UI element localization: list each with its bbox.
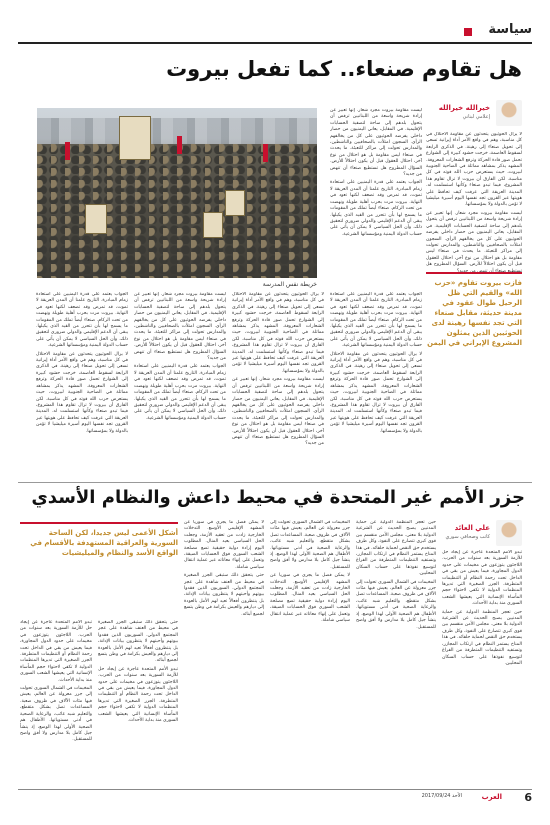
article1-column-4 [232,292,324,478]
photo-poster [85,204,107,234]
page-footer [18,789,532,804]
article1-pullquote: فازت بيروت تقاوم «حزب الله» والقيم التي ظل الرحيل طوال عقود في مدينة حديثة، مقابل صنعاء التي تجد نفسها رهينة لدى الحوثيين الذين يمثلون المشروع الإيراني في اليمن [427,279,522,347]
article1-column-2 [330,108,422,288]
article1-column-5-text: ليست مقاومة بيروت مجرد شعار. إنها تعبير عن إرادة شريحة واسعة من اللبنانيين ترفض أن يتحول بلدهم إلى ساحة لتصفية الحسابات الإقليمية. في المقابل، يعاني اليمنيون من حصار داخلي يفرضه الحوثيون على كل من يخالفهم الرأي. السجون امتلأت بالصحافيين والناشطين، والمدارس تحولت إلى مراكز للتعبئة. ما يحدث في صنعاء ليس مقاومة بل هو احتلال من نوع آخر، احتلال للعقول قبل أن يكون احتلالاً للأرض. السؤال المطروح هل تستطيع صنعاء أن تنهض من جديد؟ [134,292,226,362]
article1-pullquote-rule [426,272,522,274]
article1-column-4-text: لا يزال الحوثيون يتحدثون عن مقاومة الاحتلال في كل مناسبة، وهم في واقع الأمر أداة إيرانية تسعى إلى تحويل صنعاء إلى رهينة. في الذكرى الرابعة لسقوط العاصمة، خرجت حشود كبيرة إلى الشوارع تحمل صور قادة الحركة وترفع الشعارات المعروفة. المشهد يذكر بمشاهد مماثلة في الضاحية الجنوبية لبيروت، حيث يستعرض حزب الله قوته في كل مناسبة. لكن الفارق أن بيروت لا تزال تقاوم هذا المشروع، فيما تبدو صنعاء وكأنها استسلمت له. المدينة العريقة التي عرفت كيف تحافظ على هويتها عبر القرون تجد نفسها اليوم أسيرة ميليشيا لا تؤمن بالدولة ولا بمؤسساتها. [232,292,324,374]
article1-column-5-text-b: الجواب يعتمد على قدرة اليمنيين على استعادة زمام المبادرة. التاريخ علمنا أن المدن العريقة لا تموت، قد تمرض وقد تضعف لكنها تعود في النهاية. بيروت مرت بحرب أهلية طويلة ونهضت من تحت الركام. صنعاء أيضاً تملك من المقومات ما يسمح لها بأن تتحرر من القيد الذي يكبلها. يبقى أن الدعم الإقليمي والدولي ضروري لتحقيق ذلك، وأن الحل السياسي لا يمكن أن يأتي على حساب الدولة اليمنية ومؤسساتها الشرعية. [134,364,226,421]
article2-column-5-text-b: تبدو الأمم المتحدة عاجزة عن إيجاد حل للأزمة السورية بعد سنوات من الحرب. اللاجئون يتوزعون في مخيمات على حدود الدول المجاورة، فيما يعيش من بقي في الداخل تحت رحمة النظام أو التنظيمات المتطرفة. الجزر الصغيرة التي تديرها المنظمات الدولية لا تكفي لاحتواء حجم المأساة الإنسانية التي يعيشها الشعب السوري منذ بداية الأحداث. [98,666,178,724]
photo-caption: خريطة نفس المدرسة [262,281,317,288]
article1-column-2-text-b: الجواب يعتمد على قدرة اليمنيين على استعادة زمام المبادرة. التاريخ علمنا أن المدن العريقة لا تموت، قد تمرض وقد تضعف لكنها تعود في النهاية. بيروت مرت بحرب أهلية طويلة ونهضت من تحت الركام. صنعاء أيضاً تملك من المقومات ما يسمح لها بأن تتحرر من القيد الذي يكبلها. يبقى أن الدعم الإقليمي والدولي ضروري لتحقيق ذلك، وأن الحل السياسي لا يمكن أن يأتي على حساب الدولة اليمنية ومؤسساتها الشرعية. [330,180,422,237]
section-header [18,24,532,44]
article2-column-5 [98,620,178,784]
article2-author-name: علي العائد [454,524,490,532]
article2-author-role: كاتب وصحافي سوري [445,534,490,540]
photo-poster [225,190,245,216]
article1-column-4-text-b: ليست مقاومة بيروت مجرد شعار. إنها تعبير عن إرادة شريحة واسعة من اللبنانيين ترفض أن يتحول بلدهم إلى ساحة لتصفية الحسابات الإقليمية. في المقابل، يعاني اليمنيون من حصار داخلي يفرضه الحوثيون على كل من يخالفهم الرأي. السجون امتلأت بالصحافيين والناشطين، والمدارس تحولت إلى مراكز للتعبئة. ما يحدث في صنعاء ليس مقاومة بل هو احتلال من نوع آخر، احتلال للعقول قبل أن يكون احتلالاً للأرض. السؤال المطروح هل تستطيع صنعاء أن تنهض من جديد؟ [232,377,324,447]
article2-column-2-text: حين تعجز المنظمة الدولية عن حماية المدنيين يصبح الحديث عن الشرعية الدولية بلا معنى. مجلس الأمن منقسم بين قوى كبرى تتصارع على النفوذ، وكل طرف يستخدم حق النقض لحماية حلفائه. في هذا المناخ يستمر النظام في ارتكاب المجازر، وتستفيد التنظيمات المتطرفة من الفراغ لتوسيع نفوذها على حساب السكان المحليين. [356,520,436,577]
newspaper-name: العرب [481,793,502,801]
article1-headline: هل تقاوم صنعاء.. كما تفعل بيروت [166,57,522,81]
article1-column-6-text: الجواب يعتمد على قدرة اليمنيين على استعادة زمام المبادرة. التاريخ علمنا أن المدن العريقة لا تموت، قد تمرض وقد تضعف لكنها تعود في النهاية. بيروت مرت بحرب أهلية طويلة ونهضت من تحت الركام. صنعاء أيضاً تملك من المقومات ما يسمح لها بأن تتحرر من القيد الذي يكبلها. يبقى أن الدعم الإقليمي والدولي ضروري لتحقيق ذلك، وأن الحل السياسي لا يمكن أن يأتي على حساب الدولة اليمنية ومؤسساتها الشرعية. [36,292,128,349]
article2-column-6-text-b: المخيمات في الشمال السوري تحولت إلى جزر معزولة عن العالم، يعيش فيها مئات الآلاف في ظروف صعبة. المساعدات تصل بشكل متقطع، والتعليم شبه غائب، والرعاية الصحية في أدنى مستوياتها. الأطفال هم الضحية الأولى لهذا الوضع، إذ ينشأ جيل كامل بلا مدارس ولا أفق واضح للمستقبل. [20,686,92,743]
article2-column-1-text: تبدو الأمم المتحدة عاجزة عن إيجاد حل للأزمة السورية بعد سنوات من الحرب. اللاجئون يتوزعون في مخيمات على حدود الدول المجاورة، فيما يعيش من بقي في الداخل تحت رحمة النظام أو التنظيمات المتطرفة. الجزر الصغيرة التي تديرها المنظمات الدولية لا تكفي لاحتواء حجم المأساة الإنسانية التي يعيشها الشعب السوري منذ بداية الأحداث. [442,550,522,607]
photo-flag [177,136,182,154]
article1-column-1 [426,132,522,394]
article2-headline: جزر الأمم غير المتحدة في محيط داعش والنظام الأسدي [31,487,525,508]
article1-column-6 [36,292,128,478]
article2-column-2 [356,520,436,784]
article1-column-5 [134,292,226,478]
article1-column-2-text: ليست مقاومة بيروت مجرد شعار. إنها تعبير عن إرادة شريحة واسعة من اللبنانيين ترفض أن يتحول بلدهم إلى ساحة لتصفية الحسابات الإقليمية. في المقابل، يعاني اليمنيون من حصار داخلي يفرضه الحوثيون على كل من يخالفهم الرأي. السجون امتلأت بالصحافيين والناشطين، والمدارس تحولت إلى مراكز للتعبئة. ما يحدث في صنعاء ليس مقاومة بل هو احتلال من نوع آخر، احتلال للعقول قبل أن يكون احتلالاً للأرض. السؤال المطروح هل تستطيع صنعاء أن تنهض من جديد؟ [330,108,422,178]
article2-column-3-text-b: لا يمكن فصل ما يجري في سوريا عن المشهد الإقليمي الأوسع. التدخلات الخارجية زادت من تعقيد الأزمة، وجعلت الحل السياسي بعيد المنال. المطلوب اليوم إرادة دولية حقيقية تضع مصلحة الشعب السوري فوق الحسابات الضيقة، وتعمل على إنهاء معاناته عبر عملية انتقال سياسي شاملة. [270,573,350,624]
article2-column-6-text: تبدو الأمم المتحدة عاجزة عن إيجاد حل للأزمة السورية بعد سنوات من الحرب. اللاجئون يتوزعون في مخيمات على حدود الدول المجاورة، فيما يعيش من بقي في الداخل تحت رحمة النظام أو التنظيمات المتطرفة. الجزر الصغيرة التي تديرها المنظمات الدولية لا تكفي لاحتواء حجم المأساة الإنسانية التي يعيشها الشعب السوري منذ بداية الأحداث. [20,620,92,683]
article1-author-photo [496,100,522,126]
article-divider [18,482,532,483]
article1-column-6-text-b: لا يزال الحوثيون يتحدثون عن مقاومة الاحتلال في كل مناسبة، وهم في واقع الأمر أداة إيرانية تسعى إلى تحويل صنعاء إلى رهينة. في الذكرى الرابعة لسقوط العاصمة، خرجت حشود كبيرة إلى الشوارع تحمل صور قادة الحركة وترفع الشعارات المعروفة. المشهد يذكر بمشاهد مماثلة في الضاحية الجنوبية لبيروت، حيث يستعرض حزب الله قوته في كل مناسبة. لكن الفارق أن بيروت لا تزال تقاوم هذا المشروع، فيما تبدو صنعاء وكأنها استسلمت له. المدينة العريقة التي عرفت كيف تحافظ على هويتها عبر القرون تجد نفسها اليوم أسيرة ميليشيا لا تؤمن بالدولة ولا بمؤسساتها. [36,351,128,434]
article2-column-1 [442,550,522,784]
article2-column-5-text: حتى يتحقق ذلك ستبقى الجزر الصغيرة في محيط من العنف شاهدة على عجز المجتمع الدولي. السوريون الذين فقدوا بيوتهم وأحبتهم لا ينتظرون بيانات الإدانة، بل ينتظرون أفعالاً تعيد لهم الأمل بالعودة إلى ديارهم والعيش بكرامة في وطن يتسع لجميع أبنائه. [98,620,178,664]
article1-column-3-text-b: لا يزال الحوثيون يتحدثون عن مقاومة الاحتلال في كل مناسبة، وهم في واقع الأمر أداة إيرانية تسعى إلى تحويل صنعاء إلى رهينة. في الذكرى الرابعة لسقوط العاصمة، خرجت حشود كبيرة إلى الشوارع تحمل صور قادة الحركة وترفع الشعارات المعروفة. المشهد يذكر بمشاهد مماثلة في الضاحية الجنوبية لبيروت، حيث يستعرض حزب الله قوته في كل مناسبة. لكن الفارق أن بيروت لا تزال تقاوم هذا المشروع، فيما تبدو صنعاء وكأنها استسلمت له. المدينة العريقة التي عرفت كيف تحافظ على هويتها عبر القرون تجد نفسها اليوم أسيرة ميليشيا لا تؤمن بالدولة ولا بمؤسساتها. [330,351,422,434]
article2-column-4 [184,520,264,784]
article2-column-3 [270,520,350,784]
article2-pullquote-rule [20,522,178,524]
section-label: سياسة [488,22,532,37]
article2-column-2-text-b: المخيمات في الشمال السوري تحولت إلى جزر معزولة عن العالم، يعيش فيها مئات الآلاف في ظروف صعبة. المساعدات تصل بشكل متقطع، والتعليم شبه غائب، والرعاية الصحية في أدنى مستوياتها. الأطفال هم الضحية الأولى لهذا الوضع، إذ ينشأ جيل كامل بلا مدارس ولا أفق واضح للمستقبل. [356,579,436,630]
photo-poster [203,212,223,238]
article1-author-role: إعلامي لبناني [462,114,490,120]
section-marker [464,28,472,36]
photo-flag [263,144,268,162]
article2-column-6 [20,620,92,784]
issue-date: الأحد 2017/09/24 [421,793,462,799]
photo-flag [65,142,70,160]
article1-column-1-text-b: ليست مقاومة بيروت مجرد شعار. إنها تعبير عن إرادة شريحة واسعة من اللبنانيين ترفض أن يتحول بلدهم إلى ساحة لتصفية الحسابات الإقليمية. في المقابل، يعاني اليمنيون من حصار داخلي يفرضه الحوثيون على كل من يخالفهم الرأي. السجون امتلأت بالصحافيين والناشطين، والمدارس تحولت إلى مراكز للتعبئة. ما يحدث في صنعاء ليس مقاومة بل هو احتلال من نوع آخر، احتلال للعقول قبل أن يكون احتلالاً للأرض. السؤال المطروح هل [426,210,522,268]
photo-portrait-poster [119,116,151,160]
article2-column-4-text-b: حتى يتحقق ذلك ستبقى الجزر الصغيرة في محيط من العنف شاهدة على عجز المجتمع الدولي. السوريون الذين فقدوا بيوتهم وأحبتهم لا ينتظرون بيانات الإدانة، بل ينتظرون أفعالاً تعيد لهم الأمل بالعودة إلى ديارهم والعيش بكرامة في وطن يتسع لجميع أبنائه. [184,573,264,617]
page-number: 6 [524,791,532,804]
article1-author-name: خيرالله خيرالله [438,104,490,112]
article2-author-photo [496,520,522,546]
photo-crowd [37,144,317,278]
article2-column-4-text: لا يمكن فصل ما يجري في سوريا عن المشهد الإقليمي الأوسع. التدخلات الخارجية زادت من تعقيد الأزمة، وجعلت الحل السياسي بعيد المنال. المطلوب اليوم إرادة دولية حقيقية تضع مصلحة الشعب السوري فوق الحسابات الضيقة، وتعمل على إنهاء معاناته عبر عملية انتقال سياسي شاملة. [184,520,264,570]
protest-photo [37,108,317,278]
article1-column-3-text: الجواب يعتمد على قدرة اليمنيين على استعادة زمام المبادرة. التاريخ علمنا أن المدن العريقة لا تموت، قد تمرض وقد تضعف لكنها تعود في النهاية. بيروت مرت بحرب أهلية طويلة ونهضت من تحت الركام. صنعاء أيضاً تملك من المقومات ما يسمح لها بأن تتحرر من القيد الذي يكبلها. يبقى أن الدعم الإقليمي والدولي ضروري لتحقيق ذلك، وأن الحل السياسي لا يمكن أن يأتي على حساب الدولة اليمنية ومؤسساتها الشرعية. [330,292,422,349]
article1-column-3 [330,292,422,478]
article2-column-3-text: المخيمات في الشمال السوري تحولت إلى جزر معزولة عن العالم، يعيش فيها مئات الآلاف في ظروف صعبة. المساعدات تصل بشكل متقطع، والتعليم شبه غائب، والرعاية الصحية في أدنى مستوياتها. الأطفال هم الضحية الأولى لهذا الوضع، إذ ينشأ جيل كامل بلا مدارس ولا أفق واضح للمستقبل. [270,520,350,570]
article1-column-1-text: لا يزال الحوثيون يتحدثون عن مقاومة الاحتلال في كل مناسبة، وهم في واقع الأمر أداة إيرانية تسعى إلى تحويل صنعاء إلى رهينة. في الذكرى الرابعة لسقوط العاصمة، خرجت حشود كبيرة إلى الشوارع تحمل صور قادة الحركة وترفع الشعارات المعروفة. المشهد يذكر بمشاهد مماثلة في الضاحية الجنوبية لبيروت، حيث يستعرض حزب الله قوته في كل مناسبة. لكن الفارق أن بيروت لا تزال تقاوم هذا المشروع، فيما تبدو صنعاء وكأنها استسلمت له. المدينة العريقة التي عرفت كيف تحافظ على هويتها عبر القرون تجد نفسها اليوم أسيرة ميليشيا لا تؤمن بالدولة ولا بمؤسساتها. [426,132,522,208]
article2-pullquote: أشكل الأعمى ليس جديدا، لكن الساحة السورية والعراقية المستهدفة بالأقسام في الواقع الأسد والنظام والميليشيات [30,529,178,557]
article2-column-1-text-b: حين تعجز المنظمة الدولية عن حماية المدنيين يصبح الحديث عن الشرعية الدولية بلا معنى. مجلس الأمن منقسم بين قوى كبرى تتصارع على النفوذ، وكل طرف يستخدم حق النقض لحماية حلفائه. في هذا المناخ يستمر النظام في ارتكاب المجازر، وتستفيد التنظيمات المتطرفة من الفراغ لتوسيع نفوذها على حساب السكان المحليين. [442,609,522,666]
